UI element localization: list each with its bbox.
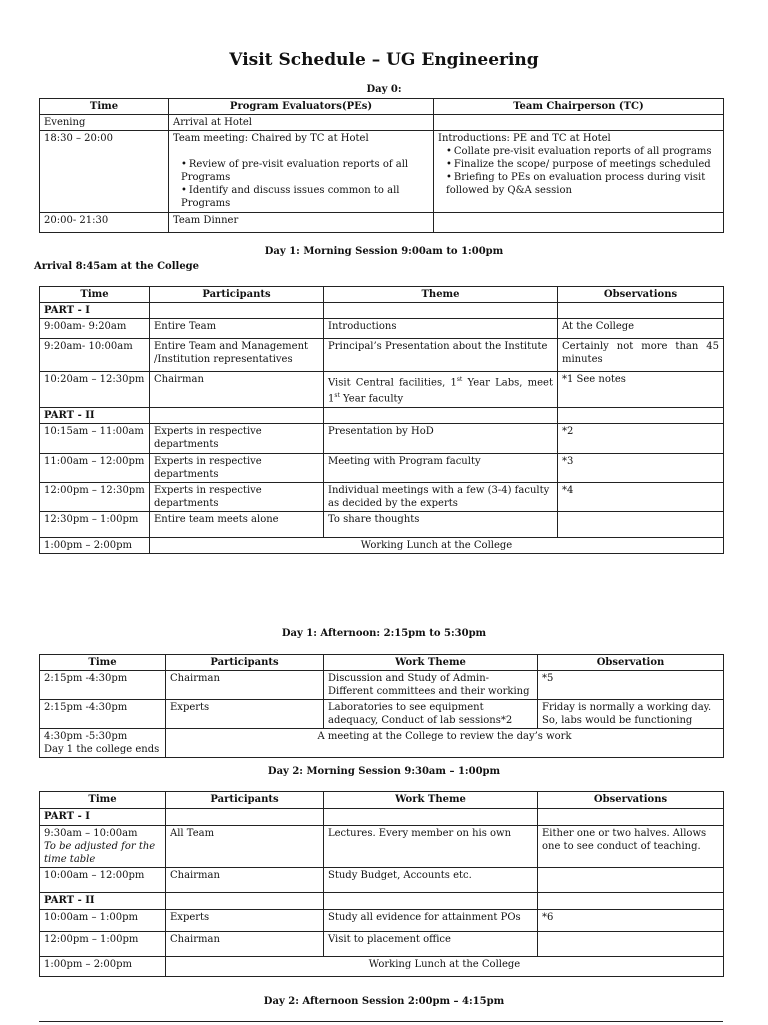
col-header-theme: Theme — [324, 287, 558, 303]
table-row — [40, 339, 724, 372]
table-row — [40, 910, 724, 932]
day1-morning-heading: Day 1: Morning Session 9:00am to 1:00pm — [264, 246, 504, 257]
table-row — [40, 213, 724, 233]
day1-afternoon-table — [39, 654, 724, 758]
observation-cell: Friday is normally a working day. So, labs would be functioning — [538, 700, 724, 729]
col-header-observation: Observation — [538, 655, 724, 671]
part-row — [40, 893, 724, 910]
theme-cell: Laboratories to see equipment adequacy, Conduct of lab sessions*2 — [324, 700, 538, 729]
theme-cell: Study all evidence for attainment POs — [324, 910, 538, 932]
col-header-participants: Participants — [166, 792, 324, 809]
col-header-participants: Participants — [150, 287, 324, 303]
time-cell: 1:00pm – 2:00pm — [40, 537, 150, 553]
time-cell: 10:00am – 1:00pm — [40, 910, 166, 932]
pe-cell: Team Dinner — [169, 213, 434, 233]
observation-cell — [558, 511, 724, 537]
table-header-row — [40, 655, 724, 671]
col-header-work-theme: Work Theme — [324, 792, 538, 809]
observation-cell: *1 See notes — [558, 372, 724, 408]
participants-cell: Chairman — [166, 868, 324, 893]
col-header-work-theme: Work Theme — [324, 655, 538, 671]
table-row — [40, 826, 724, 868]
time-cell: 18:30 – 20:00 — [40, 131, 169, 213]
table-header-row — [40, 99, 724, 115]
table-header-row — [40, 287, 724, 303]
observation-cell: *6 — [538, 910, 724, 932]
col-header-time: Time — [40, 792, 166, 809]
lunch-cell: Working Lunch at the College — [150, 537, 724, 553]
table-row — [40, 423, 724, 453]
table-row — [40, 671, 724, 700]
list-item: • Identify and discuss issues common to all Programs — [181, 184, 429, 210]
tc-title: Introductions: PE and TC at Hotel — [438, 133, 611, 144]
theme-cell: Study Budget, Accounts etc. — [324, 868, 538, 893]
time-cell: 10:15am – 11:00am — [40, 423, 150, 453]
list-item: • Review of pre-visit evaluation reports of all Programs — [181, 158, 429, 184]
theme-cell: Lectures. Every member on his own — [324, 826, 538, 868]
observation-cell: Certainly not more than 45 minutes — [558, 339, 724, 372]
list-item: • Finalize the scope/ purpose of meetings scheduled — [446, 158, 719, 171]
participants-cell: Chairman — [166, 932, 324, 957]
table-row — [40, 115, 724, 131]
theme-cell: Visit to placement office — [324, 932, 538, 957]
table-row — [40, 729, 724, 758]
theme-cell: Introductions — [324, 319, 558, 339]
theme-cell: Principal’s Presentation about the Institute — [324, 339, 558, 372]
pe-cell — [169, 131, 434, 213]
tc-cell — [434, 115, 724, 131]
table-row — [40, 957, 724, 977]
tc-cell — [434, 213, 724, 233]
participants-cell: Chairman — [166, 671, 324, 700]
time-cell: 4:30pm -5:30pm Day 1 the college ends — [40, 729, 166, 758]
time-cell: 11:00am – 12:00pm — [40, 453, 150, 482]
part-row — [40, 407, 724, 423]
table-row — [40, 372, 724, 408]
col-header-time: Time — [40, 287, 150, 303]
table-row — [40, 511, 724, 537]
participants-cell: Experts — [166, 910, 324, 932]
day0-heading: Day 0: — [366, 84, 402, 95]
pe-bullet-list — [173, 158, 429, 210]
participants-cell: Experts in respective departments — [150, 423, 324, 453]
part-label: PART - I — [40, 303, 150, 319]
observation-cell: *2 — [558, 423, 724, 453]
day1-morning-table — [39, 286, 724, 554]
tc-bullet-list — [438, 145, 719, 197]
participants-cell: Entire team meets alone — [150, 511, 324, 537]
theme-cell: Discussion and Study of Admin-Different committees and their working — [324, 671, 538, 700]
theme-cell: Individual meetings with a few (3-4) faculty as decided by the experts — [324, 482, 558, 511]
col-header-observations: Observations — [558, 287, 724, 303]
part-label: PART - I — [40, 809, 166, 826]
time-cell: Evening — [40, 115, 169, 131]
time-cell: 12:00pm – 12:30pm — [40, 482, 150, 511]
time-cell: 10:00am – 12:00pm — [40, 868, 166, 893]
time-cell: 9:00am- 9:20am — [40, 319, 150, 339]
day1-afternoon-heading: Day 1: Afternoon: 2:15pm to 5:30pm — [281, 628, 487, 639]
list-item: • Briefing to PEs on evaluation process during visit followed by Q&A session — [446, 171, 719, 197]
table-header-row — [40, 792, 724, 809]
observation-cell: *5 — [538, 671, 724, 700]
time-cell: 9:20am- 10:00am — [40, 339, 150, 372]
observation-cell: *3 — [558, 453, 724, 482]
col-header-participants: Participants — [166, 655, 324, 671]
col-header-tc: Team Chairperson (TC) — [434, 99, 724, 115]
page-title: Visit Schedule – UG Engineering — [229, 50, 539, 70]
part-row — [40, 809, 724, 826]
participants-cell: All Team — [166, 826, 324, 868]
observation-cell: At the College — [558, 319, 724, 339]
day2-afternoon-heading: Day 2: Afternoon Session 2:00pm – 4:15pm — [263, 996, 505, 1007]
table-row — [40, 868, 724, 893]
participants-cell: Experts in respective departments — [150, 453, 324, 482]
participants-cell: Chairman — [150, 372, 324, 408]
theme-cell: Meeting with Program faculty — [324, 453, 558, 482]
pe-cell: Arrival at Hotel — [169, 115, 434, 131]
table-row — [40, 131, 724, 213]
table-row — [40, 482, 724, 511]
observation-cell — [538, 868, 724, 893]
time-cell: 2:15pm -4:30pm — [40, 671, 166, 700]
time-cell: 10:20am – 12:30pm — [40, 372, 150, 408]
day2-morning-table — [39, 791, 724, 977]
part-label: PART - II — [40, 407, 150, 423]
time-cell: 20:00- 21:30 — [40, 213, 169, 233]
col-header-pe: Program Evaluators(PEs) — [169, 99, 434, 115]
theme-cell: Presentation by HoD — [324, 423, 558, 453]
table-row — [40, 453, 724, 482]
col-header-observations: Observations — [538, 792, 724, 809]
time-cell: 9:30am – 10:00am To be adjusted for the time table — [40, 826, 166, 868]
observation-cell — [538, 932, 724, 957]
time-cell: 12:30pm – 1:00pm — [40, 511, 150, 537]
time-cell: 2:15pm -4:30pm — [40, 700, 166, 729]
time-cell: 12:00pm – 1:00pm — [40, 932, 166, 957]
time-cell: 1:00pm – 2:00pm — [40, 957, 166, 977]
day0-table — [39, 98, 724, 233]
part-row — [40, 303, 724, 319]
part-label: PART - II — [40, 893, 166, 910]
participants-cell: Entire Team — [150, 319, 324, 339]
col-header-time: Time — [40, 99, 169, 115]
observation-cell: *4 — [558, 482, 724, 511]
lunch-cell: Working Lunch at the College — [166, 957, 724, 977]
day2-morning-heading: Day 2: Morning Session 9:30am – 1:00pm — [267, 766, 501, 777]
table-row — [40, 319, 724, 339]
col-header-time: Time — [40, 655, 166, 671]
participants-cell: Entire Team and Management /Institution representatives — [150, 339, 324, 372]
table-row — [40, 932, 724, 957]
theme-cell: To share thoughts — [324, 511, 558, 537]
participants-cell: Experts in respective departments — [150, 482, 324, 511]
theme-cell: Visit Central facilities, 1st Year Labs, meet 1st Year faculty — [324, 372, 558, 408]
pe-title: Team meeting: Chaired by TC at Hotel — [173, 133, 369, 144]
arrival-note: Arrival 8:45am at the College — [34, 261, 200, 272]
table-row — [40, 700, 724, 729]
tc-cell — [434, 131, 724, 213]
participants-cell: Experts — [166, 700, 324, 729]
table-row — [40, 537, 724, 553]
next-table-top-border — [39, 1021, 723, 1025]
observation-cell: Either one or two halves. Allows one to see conduct of teaching. — [538, 826, 724, 868]
review-meeting-cell: A meeting at the College to review the day’s work — [166, 729, 724, 758]
list-item: • Collate pre-visit evaluation reports of all programs — [446, 145, 719, 158]
